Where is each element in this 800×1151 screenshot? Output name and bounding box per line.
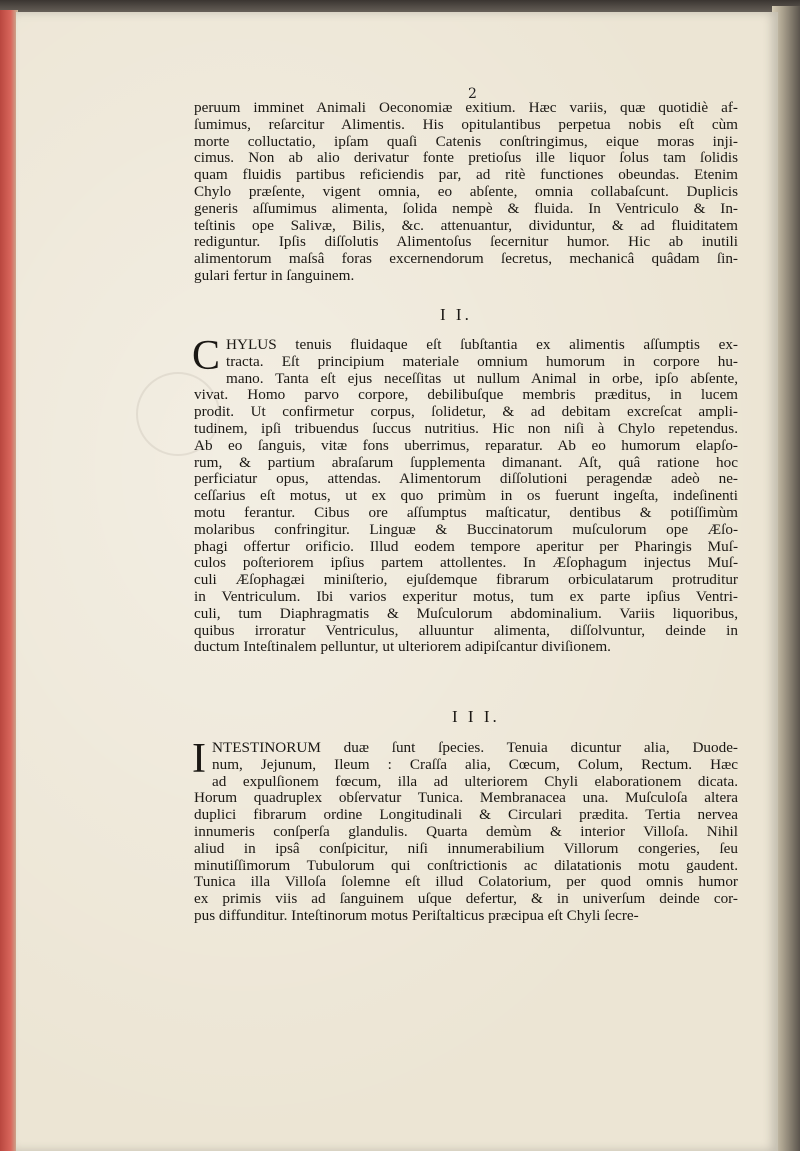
intro-paragraph xyxy=(194,100,738,285)
text-line: pus diffunditur. Inteſtinorum motus Periſtalticus præcipua eſt Chyli ſecre- xyxy=(194,907,639,924)
text-line: alimentorum maſsâ foras excernendorum ſecretus, mechanicâ quâdam ſin- xyxy=(194,251,738,268)
text-line: quibus irroratur Ventriculus, alluuntur alimenta, diſſolvuntur, deinde in xyxy=(194,622,738,639)
text-line: mano. Tanta eſt ejus neceſſitas ut nullum Animal in orbe, ipſo abſente, xyxy=(226,370,738,387)
text-line: quam fluidis partibus reficiendis par, ad ritè functiones obeundas. Etenim xyxy=(194,167,738,184)
text-line: perficiatur opus, attendas. Alimentorum diſſolutioni peragendæ adeò ne- xyxy=(194,471,738,488)
drop-cap-letter: C xyxy=(192,333,221,379)
text-line: ductum Inteſtinalem pelluntur, ut ulteriorem adipiſcantur diviſionem. xyxy=(194,639,611,656)
text-line: culos poſteriorem ipſius partem attollentes. In Æſophagum injectus Muſ- xyxy=(194,555,738,572)
text-line: motu ferantur. Cibus ore aſſumptus maſticatur, dentibus & potiſſimùm xyxy=(194,504,738,521)
drop-cap-letter: I xyxy=(192,736,206,782)
section-heading-3: I I I. xyxy=(452,707,500,726)
text-line: tudinem, ipſi tribuendus ſuccus nutritius. Hic non niſi à Chylo repetendus. xyxy=(194,420,738,437)
text-line: tracta. Eſt principium materiale omnium humorum in corpore hu- xyxy=(226,353,738,370)
text-line: peruum imminet Animali Oeconomiæ exitium. Hæc variis, quæ quotidiè af- xyxy=(194,100,738,116)
text-line: culi Æſophagæi miniſterio, ejuſdemque fibrarum orbiculatarum protruditur xyxy=(194,572,738,589)
page-number: 2 xyxy=(468,86,477,102)
text-line: phagi offertur orificio. Illud eodem tempore aperitur per Pharingis Muſ- xyxy=(194,538,738,555)
text-line: Ab eo ſanguis, vitæ fons uberrimus, reparatur. Ab eo humorum elapſo- xyxy=(194,437,738,454)
text-line: prodit. Ut confirmetur corpus, ſolidetur, & ad debitam excreſcat ampli- xyxy=(194,404,738,421)
text-line: duplici fibrarum ordine Longitudinali & Circulari prædita. Tertia nervea xyxy=(194,807,738,824)
text-line: molaribus confringitur. Linguæ & Buccinatorum muſculorum ope Æſo- xyxy=(194,521,738,538)
text-line: in Ventriculum. Ibi varios experitur motus, tum ex parte ipſius Ventri- xyxy=(194,588,738,605)
text-line: ex primis viis ad ſanguinem uſque defertur, & in univerſum deinde cor- xyxy=(194,891,738,908)
text-line: teſtinis ope Salivæ, Bilis, &c. attenuantur, dividuntur, & ad fluiditatem xyxy=(194,217,738,234)
text-line: aliud in ipsâ conſpicitur, niſi innumerabilium Villorum congeries, ſeu xyxy=(194,840,738,857)
text-line: rediguntur. Ipſis diſſolutis Alimentoſus ſecernitur humor. Hic ab inutili xyxy=(194,234,738,251)
text-line: generis aſſumimus alimenta, ſolida nempè & fluida. In Ventriculo & In- xyxy=(194,200,738,217)
text-line: gulari fertur in ſanguinem. xyxy=(194,267,355,284)
section-heading-2: I I. xyxy=(440,305,472,324)
text-line: ceſſarius eſt motus, ut ex quo primùm in os fuerunt ingeſta, indeſinenti xyxy=(194,488,738,505)
text-line: ad expulſionem fœcum, illa ad ulteriorem Chyli elaborationem dicata. xyxy=(212,773,738,790)
text-line: rum, & partium abraſarum ſupplementa dimanant. Aſt, quâ ratione hoc xyxy=(194,454,738,471)
text-line: innumeris conſperſa glandulis. Quarta demùm & interior Villoſa. Nihil xyxy=(194,823,738,840)
text-line: cimus. Non ab alio derivatur fonte pretioſus ille liquor ſolus tam ſolidis xyxy=(194,150,738,167)
text-line: morte colluctatio, ipſam quaſi Catenis conſtringimus, eique moras inji- xyxy=(194,133,738,150)
text-line: minutiſſimorum Tubulorum qui conſtrictionis ac dilatationis motu gaudent. xyxy=(194,857,738,874)
section-2-paragraph xyxy=(192,333,738,656)
text-line: num, Jejunum, Ileum : Craſſa alia, Cœcum, Colum, Rectum. Hæc xyxy=(212,756,738,773)
text-line: vivat. Homo parvo corpore, debilibuſque membris præditus, in lucem xyxy=(194,387,738,404)
section-3-paragraph xyxy=(192,736,738,925)
text-line: NTESTINORUM duæ ſunt ſpecies. Tenuia dicuntur alia, Duode- xyxy=(212,740,738,756)
text-line: Tunica illa Villoſa ſolemne eſt illud Colatorium, per quod omnis humor xyxy=(194,874,738,891)
text-line: ſumimus, reſarcitur Alimentis. His opitulantibus perpetua nobis eſt cùm xyxy=(194,116,738,133)
text-line: culi, tum Diaphragmatis & Muſculorum abdominalium. Variis liquoribus, xyxy=(194,605,738,622)
text-line: Horum quadruplex obſervatur Tunica. Membranacea una. Muſculoſa altera xyxy=(194,790,738,807)
text-line: Chylo præſente, vigent omnia, eo abſente, omnia collabaſcunt. Duplicis xyxy=(194,183,738,200)
text-line: HYLUS tenuis fluidaque eſt ſubſtantia ex alimentis aſſumptis ex- xyxy=(226,337,738,353)
